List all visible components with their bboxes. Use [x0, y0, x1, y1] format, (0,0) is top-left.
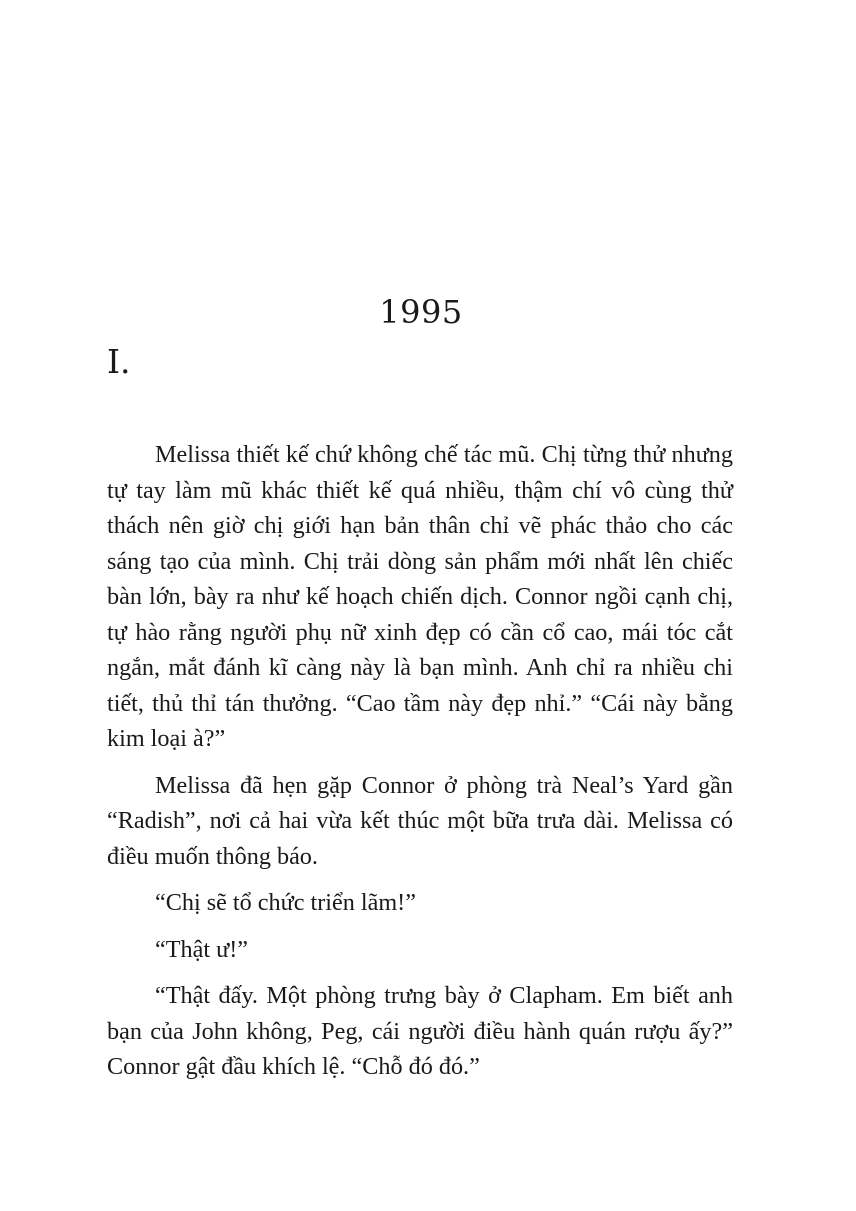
paragraph: “Thật ư!” — [155, 935, 249, 963]
paragraph: “Chị sẽ tổ chức triển lãm!” — [155, 889, 416, 916]
section-year-heading: 1995 — [379, 293, 463, 331]
paragraph: Melissa đã hẹn gặp Connor ở phòng trà Neal’s Yard gần “Radish”, nơi cả hai vừa kết thúc một bữa trưa dài. Melissa có điều muốn thông báo. — [107, 771, 733, 870]
paragraph: Melissa thiết kế chứ không chế tác mũ. Chị từng thử nhưng tự tay làm mũ khác thiết kế quá nhiều, thậm chí vô cùng thử thách nên giờ chị giới hạn bản thân chỉ vẽ phác thảo cho các sáng tạo của mình. Chị trải dòng sản phẩm mới nhất lên chiếc bàn lớn, bày ra như kế hoạch chiến dịch. Connor ngồi cạnh chị, tự hào rằng người phụ nữ xinh đẹp có cần cổ cao, mái tóc cắt ngắn, mắt đánh kĩ càng này là bạn mình. Anh chỉ ra nhiều chi tiết, thủ thỉ tán thưởng. “Cao tầm này đẹp nhỉ.” “Cái này bằng kim loại à?” — [107, 441, 733, 752]
chapter-number: I. — [107, 342, 131, 381]
paragraph: “Thật đấy. Một phòng trưng bày ở Clapham. Em biết anh bạn của John không, Peg, cái người điều hành quán rượu ấy?” Connor gật đầu khích lệ. “Chỗ đó đó.” — [107, 982, 733, 1080]
chapter-body-text — [107, 437, 733, 1096]
